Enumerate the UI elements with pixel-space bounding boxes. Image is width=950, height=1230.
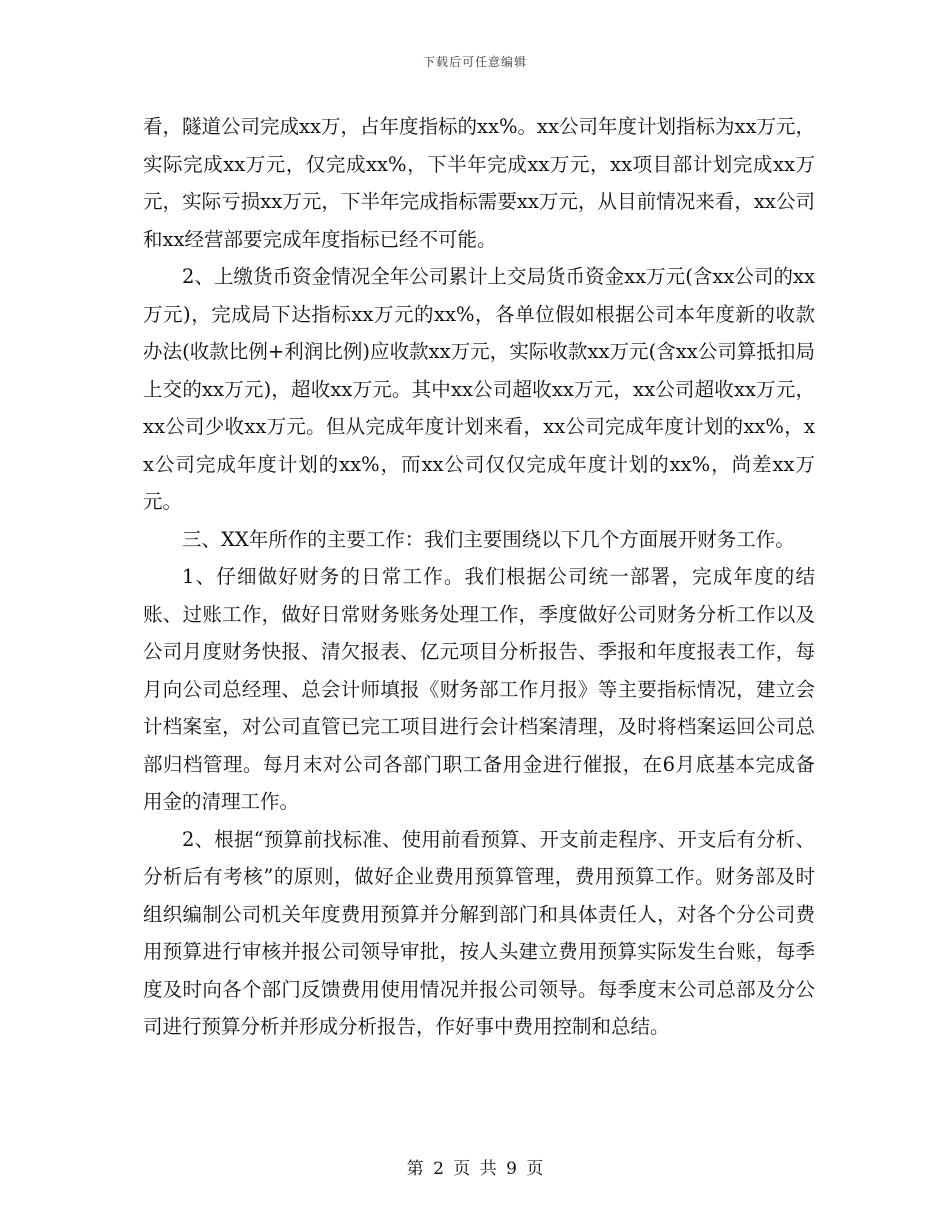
paragraph-main-work-heading: 三、XX年所作的主要工作：我们主要围绕以下几个方面展开财务工作。 xyxy=(182,527,795,551)
paragraph-budget-management: 2、根据“预算前找标准、使用前看预算、开支前走程序、开支后有分析、分析后有考核”的原则，做好企业费用预算管理，费用预算工作。财务部及时组织编制公司机关年度费用预算并分解到部门和具体责任人，对各个分公司费用预算进行审核并报公司领导审批，按人头建立费用预算实际发生台账，每季度及时向各个部门反馈费用使用情况并报公司领导。每季度末公司总部及分公司进行预算分析并形成分析报告，作好事中费用控制和总结。 xyxy=(143,827,815,1038)
paragraph-daily-work: 1、仔细做好财务的日常工作。我们根据公司统一部署，完成年度的结账、过账工作，做好日常财务账务处理工作，季度做好公司财务分析工作以及公司月度财务快报、清欠报表、亿元项目分析报告、季报和年度报表工作，每月向公司总经理、总会计师填报《财务部工作月报》等主要指标情况，建立会计档案室，对公司直管已完工项目进行会计档案清理，及时将档案运回公司总部归档管理。每月末对公司各部门职工备用金进行催报，在6月底基本完成备用金的清理工作。 xyxy=(143,565,815,813)
page-header: 下载后可任意编辑 xyxy=(422,55,527,69)
paragraph-cash-remittance: 2、上缴货币资金情况全年公司累计上交局货币资金xx万元(含xx公司的xx万元)，完成局下达指标xx万元的xx%，各单位假如根据公司本年度新的收款办法(收款比例+利润比例)应收款xx万元，实际收款xx万元(含xx公司算抵扣局上交的xx万元)，超收xx万元。其中xx公司超收xx万元，xx公司超收xx万元，xx公司少收xx万元。但从完成年度计划来看，xx公司完成年度计划的xx%，xx公司完成年度计划的xx%，而xx公司仅仅完成年度计划的xx%，尚差xx万元。 xyxy=(143,265,815,513)
document-body xyxy=(143,108,815,1046)
paragraph-continuation: 看，隧道公司完成xx万，占年度指标的xx%。xx公司年度计划指标为xx万元，实际完成xx万元，仅完成xx%，下半年完成xx万元，xx项目部计划完成xx万元，实际亏损xx万元，下半年完成指标需要xx万元，从目前情况来看，xx公司和xx经营部要完成年度指标已经不可能。 xyxy=(143,115,816,251)
page-number-footer: 第 2 页 共 9 页 xyxy=(406,1159,544,1179)
